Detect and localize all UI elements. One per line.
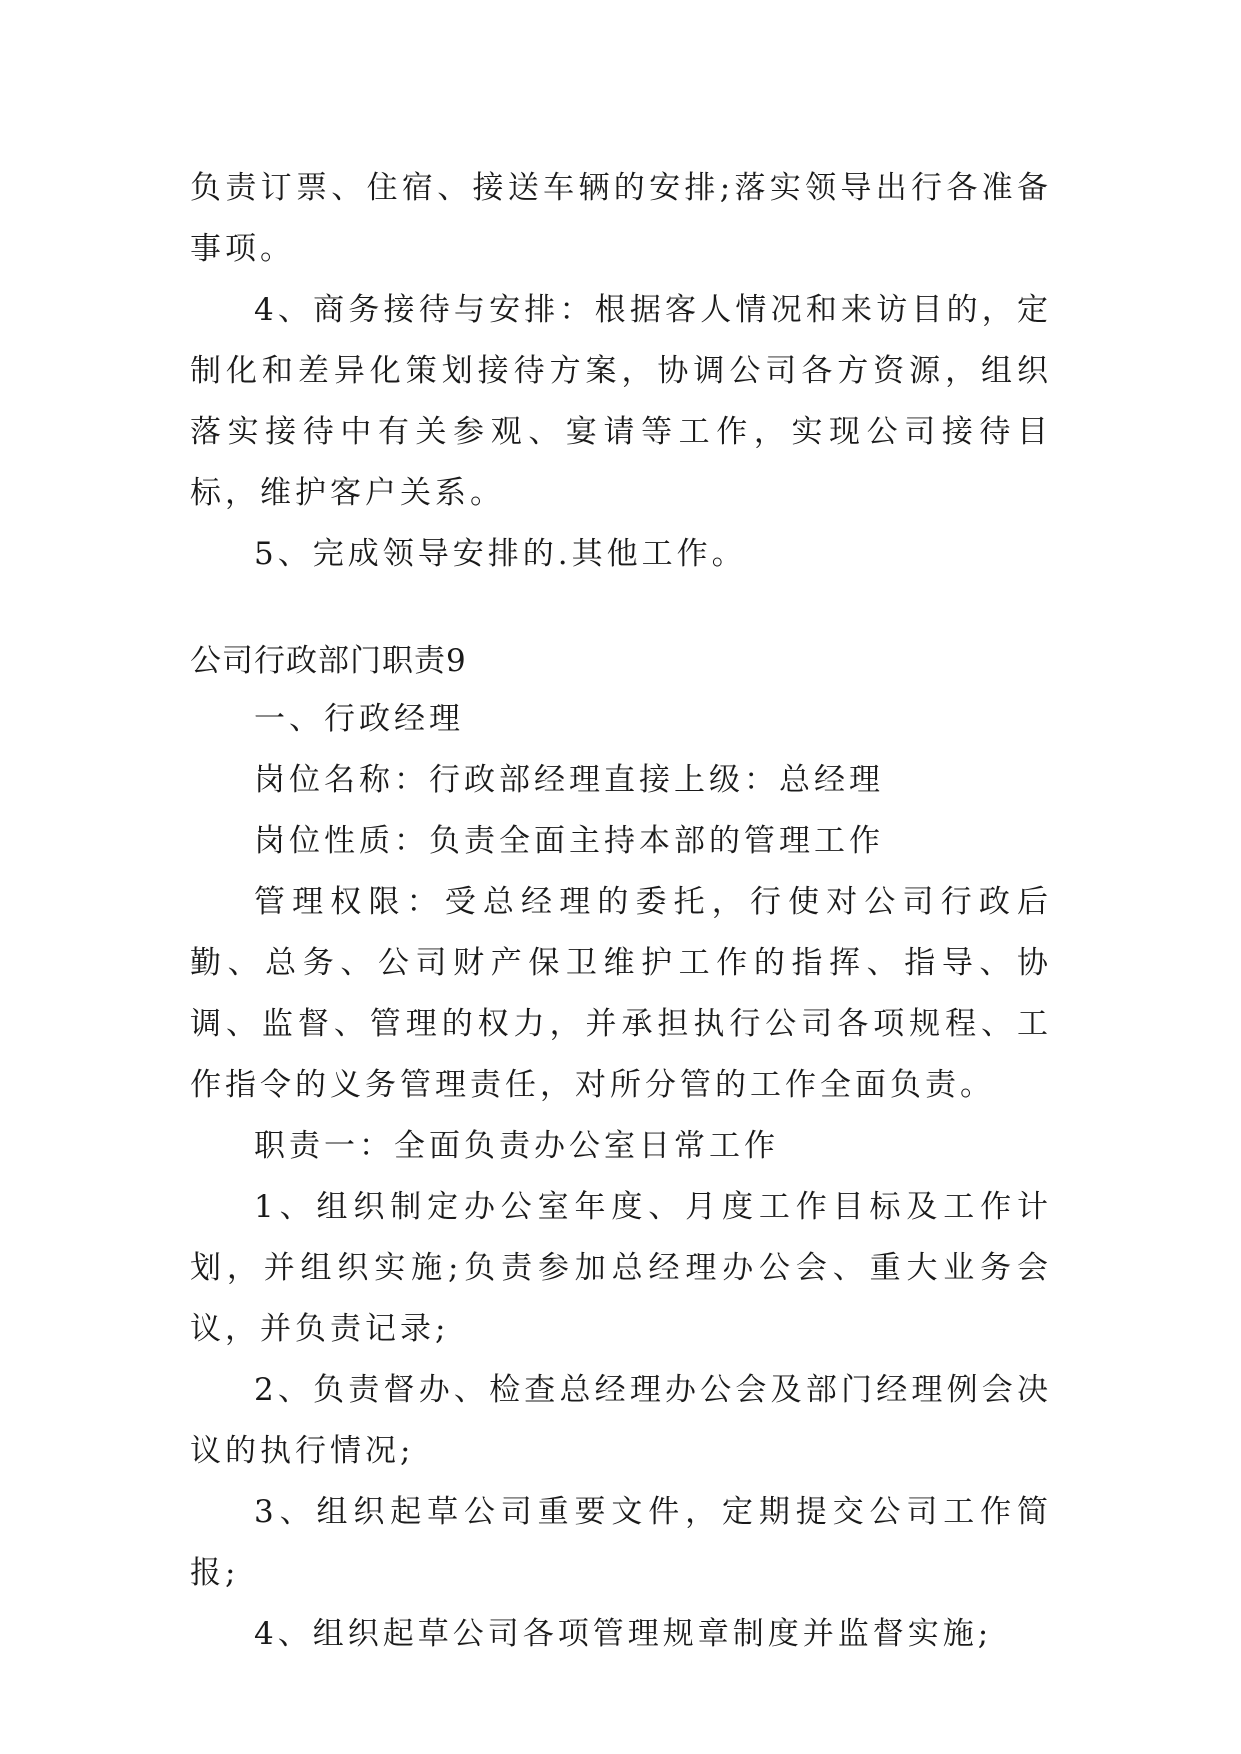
section-title: 公司行政部门职责9 (190, 643, 467, 679)
paragraph-duty-one: 职责一：全面负责办公室日常工作 (254, 1128, 779, 1164)
section-spacer (190, 585, 1052, 633)
paragraph-item-3: 3、组织起草公司重要文件，定期提交公司工作简报; (190, 1494, 1052, 1591)
paragraph-item-4: 4、组织起草公司各项管理规章制度并监督实施; (254, 1616, 993, 1652)
paragraph-business-reception: 4、商务接待与安排：根据客人情况和来访目的，定制化和差异化策划接待方案，协调公司各方资源，组织落实接待中有关参观、宴请等工作，实现公司接待目标，维护客户关系。 (190, 292, 1052, 511)
paragraph-item-1: 1、组织制定办公室年度、月度工作目标及工作计划，并组织实施;负责参加总经理办公会、重大业务会议，并负责记录; (190, 1189, 1052, 1347)
paragraph-other-work: 5、完成领导安排的.其他工作。 (254, 536, 747, 572)
paragraph-booking: 负责订票、住宿、接送车辆的安排;落实领导出行各准备事项。 (190, 170, 1052, 267)
paragraph-admin-manager: 一、行政经理 (254, 701, 464, 737)
paragraph-position-name: 岗位名称：行政部经理直接上级：总经理 (254, 762, 884, 798)
paragraph-item-2: 2、负责督办、检查总经理办公会及部门经理例会决议的执行情况; (190, 1372, 1052, 1469)
document-body (190, 158, 1052, 1665)
paragraph-position-nature: 岗位性质：负责全面主持本部的管理工作 (254, 823, 884, 859)
paragraph-authority: 管理权限：受总经理的委托，行使对公司行政后勤、总务、公司财产保卫维护工作的指挥、指导、协调、监督、管理的权力，并承担执行公司各项规程、工作指令的义务管理责任，对所分管的工作全面负责。 (190, 884, 1052, 1103)
